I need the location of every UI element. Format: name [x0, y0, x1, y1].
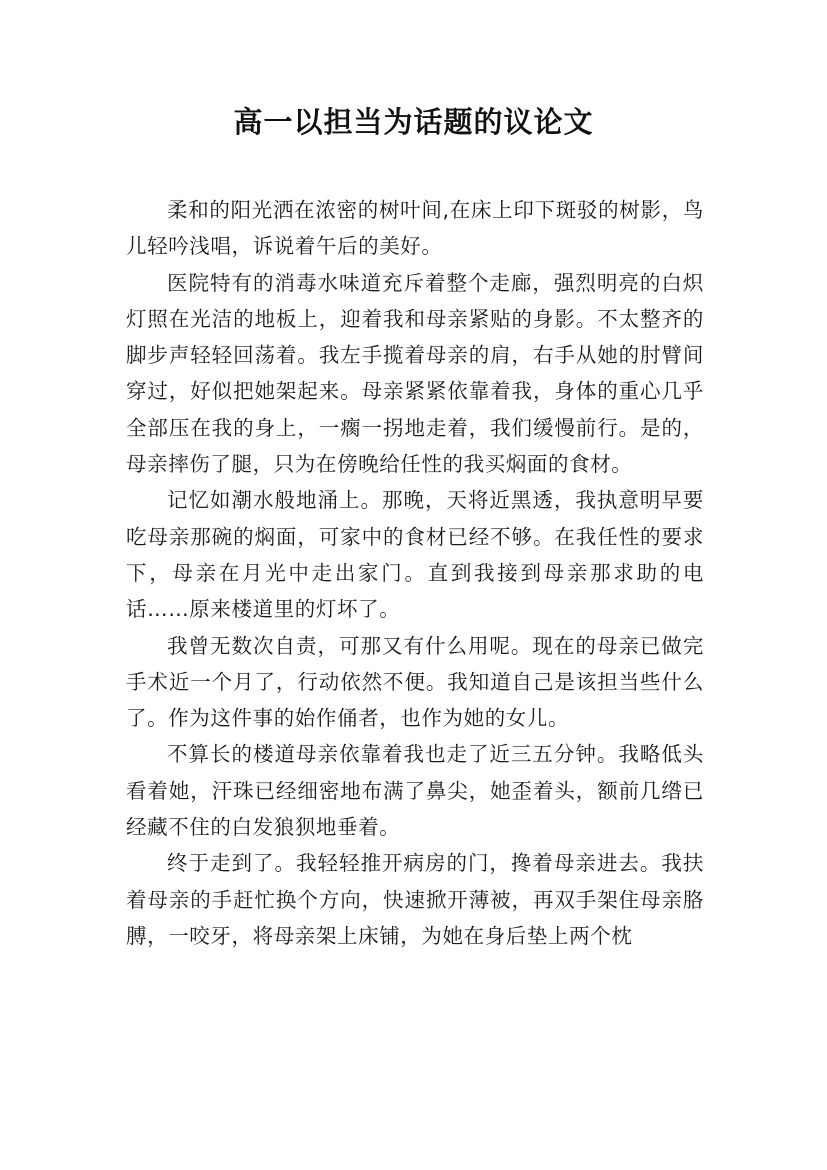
- document-body: [126, 192, 704, 954]
- paragraph: 记忆如潮水般地涌上。那晚，天将近黑透，我执意明早要吃母亲那碗的焖面，可家中的食材已经不够。在我任性的要求下，母亲在月光中走出家门。直到我接到母亲那求助的电话……原来楼道里的灯坏了。: [126, 488, 704, 622]
- paragraph: 柔和的阳光洒在浓密的树叶间,在床上印下斑驳的树影，鸟儿轻吟浅唱，诉说着午后的美好。: [126, 198, 704, 259]
- paragraph: 我曾无数次自责，可那又有什么用呢。现在的母亲已做完手术近一个月了，行动依然不便。我知道自己是该担当些什么了。作为这件事的始作俑者，也作为她的女儿。: [126, 633, 704, 731]
- paragraph: 终于走到了。我轻轻推开病房的门，搀着母亲进去。我扶着母亲的手赶忙换个方向，快速掀开薄被，再双手架住母亲胳膊，一咬牙，将母亲架上床铺，为她在身后垫上两个枕: [126, 851, 704, 948]
- paragraph: 医院特有的消毒水味道充斥着整个走廊，强烈明亮的白炽灯照在光洁的地板上，迎着我和母亲紧贴的身影。不太整齐的脚步声轻轻回荡着。我左手揽着母亲的肩，右手从她的肘臂间穿过，好似把她架起来。母亲紧紧依靠着我，身体的重心几乎全部压在我的身上，一瘸一拐地走着，我们缓慢前行。是的，母亲摔伤了腿，只为在傍晚给任性的我买焖面的食材。: [126, 270, 704, 477]
- document-title: 高一以担当为话题的议论文: [233, 105, 594, 139]
- paragraph: 不算长的楼道母亲依靠着我也走了近三五分钟。我略低头看着她，汗珠已经细密地布满了鼻尖，她歪着头，额前几绺已经藏不住的白发狼狈地垂着。: [126, 742, 704, 840]
